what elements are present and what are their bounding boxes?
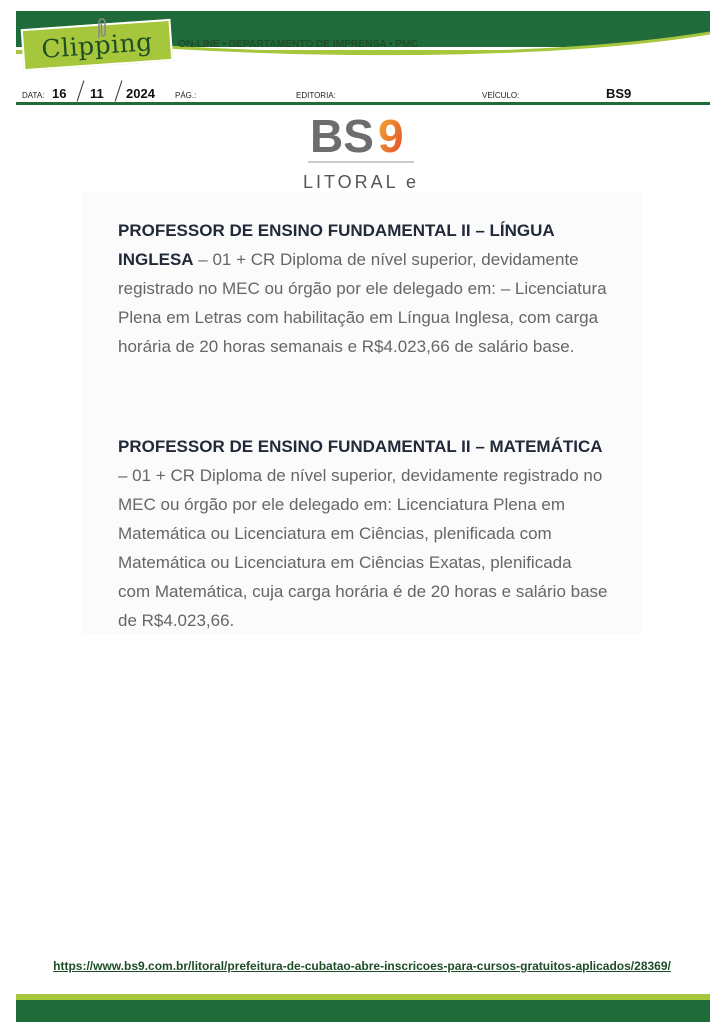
bs9-logo	[286, 108, 436, 196]
date-label: DATA:	[22, 91, 45, 100]
job-title: PROFESSOR DE ENSINO FUNDAMENTAL II – MATEMÁTICA	[118, 437, 603, 456]
date-day: 16	[52, 86, 67, 101]
date-year: 2024	[126, 86, 155, 101]
bs9-logo-mark	[306, 108, 416, 168]
source-url-link[interactable]: https://www.bs9.com.br/litoral/prefeitura-de-cubatao-abre-inscricoes-para-cursos-gratuitos-aplicados/28369/	[53, 959, 671, 973]
job-paragraph	[118, 432, 608, 635]
date-month: 11	[90, 86, 104, 101]
job-description: – 01 + CR Diploma de nível superior, devidamente registrado no MEC ou órgão por ele delegado em: Licenciatura Plena em Matemática ou Licenciatura em Ciências, plenificada com Matemática ou Licenciatura em Ciências Exatas, plenificada com Matemática, cuja carga horária é de 20 horas e salário base de R$4.023,66.	[118, 466, 608, 630]
department-label: ON-LINE • DEPARTAMENTO DE IMPRENSA • PMC	[178, 38, 418, 50]
editoria-label: EDITORIA:	[296, 91, 336, 100]
date-separator	[77, 80, 85, 101]
job-paragraph	[118, 216, 608, 361]
clipping-badge-label: Clipping	[40, 26, 154, 64]
job-description: – 01 + CR Diploma de nível superior, devidamente registrado no MEC ou órgão por ele delegado em: – Licenciatura Plena em Letras com habilitação em Língua Inglesa, com carga horária de 20 horas semanais e R$4.023,66 de salário base.	[118, 250, 607, 356]
veiculo-label: VEÍCULO:	[482, 91, 520, 100]
paperclip-icon	[94, 16, 110, 40]
bs9-logo-nine: 9	[378, 110, 404, 162]
bs9-logo-letters: BS	[310, 110, 374, 162]
veiculo-value: BS9	[606, 86, 632, 101]
logo-subtitle: LITORAL e	[302, 172, 420, 192]
job-title: PROFESSOR DE ENSINO FUNDAMENTAL II – LÍNGUA INGLESA	[118, 221, 555, 269]
meta-divider	[16, 102, 710, 105]
date-separator	[115, 80, 123, 101]
page-label: PÁG.:	[175, 91, 197, 100]
footer-band	[16, 1000, 710, 1022]
